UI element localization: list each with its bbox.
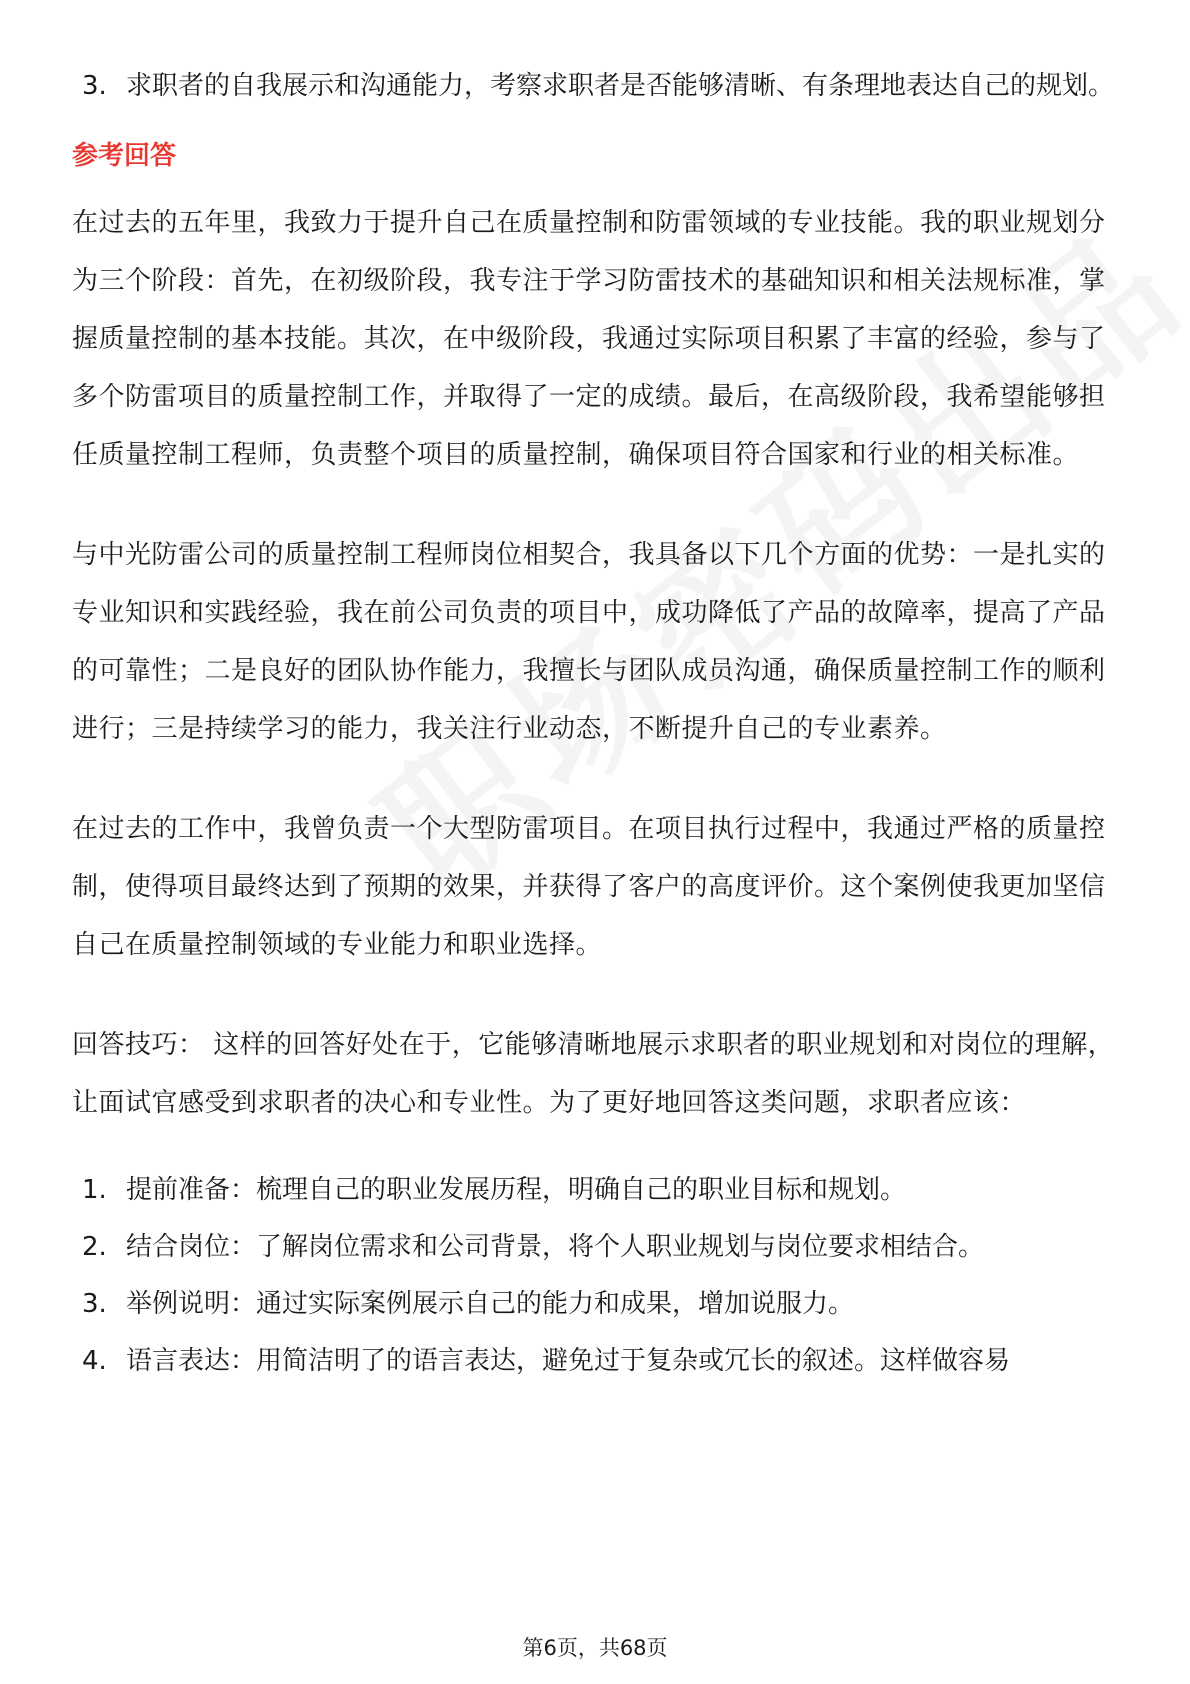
answer-paragraph-1: 在过去的五年里，我致力于提升自己在质量控制和防雷领域的专业技能。我的职业规划分为三个阶段：首先，在初级阶段，我专注于学习防雷技术的基础知识和相关法规标准，掌握质量控制的基本技能。其次，在中级阶段，我通过实际项目积累了丰富的经验，参与了多个防雷项目的质量控制工作，并取得了一定的成绩。最后，在高级阶段，我希望能够担任质量控制工程师，负责整个项目的质量控制，确保项目符合国家和行业的相关标准。 [72, 208, 1106, 470]
answer-tips-paragraph: 回答技巧： 这样的回答好处在于，它能够清晰地展示求职者的职业规划和对岗位的理解，让面试官感受到求职者的决心和专业性。为了更好地回答这类问题，求职者应该： [72, 1030, 1115, 1118]
section-heading: 参考回答 [72, 141, 177, 171]
list-item [72, 1162, 1122, 1219]
list-text: 提前准备：梳理自己的职业发展历程，明确自己的职业目标和规划。 [126, 1175, 907, 1205]
list-number: 2. [82, 1232, 107, 1262]
list-item [72, 1276, 1122, 1333]
answer-paragraph-3: 在过去的工作中，我曾负责一个大型防雷项目。在项目执行过程中，我通过严格的质量控制，使得项目最终达到了预期的效果，并获得了客户的高度评价。这个案例使我更加坚信自己在质量控制领域的专业能力和职业选择。 [72, 814, 1106, 960]
list-text: 语言表达：用简洁明了的语言表达，避免过于复杂或冗长的叙述。这样做容易 [126, 1346, 1011, 1376]
list-item [72, 1219, 1122, 1276]
list-item [72, 58, 1122, 114]
list-number: 3. [82, 1289, 107, 1319]
list-item [72, 1333, 1122, 1390]
list-number: 4. [82, 1346, 107, 1376]
list-text: 求职者的自我展示和沟通能力，考察求职者是否能够清晰、有条理地表达自己的规划。 [126, 71, 1115, 101]
tips-list [72, 1162, 1122, 1390]
list-number: 1. [82, 1175, 107, 1205]
list-text: 举例说明：通过实际案例展示自己的能力和成果，增加说服力。 [126, 1289, 855, 1319]
question-focus-list [72, 58, 1122, 114]
list-text: 结合岗位：了解岗位需求和公司背景，将个人职业规划与岗位要求相结合。 [126, 1232, 985, 1262]
list-number: 3. [82, 71, 107, 101]
page-content [72, 58, 1122, 1390]
answer-paragraph-2: 与中光防雷公司的质量控制工程师岗位相契合，我具备以下几个方面的优势：一是扎实的专业知识和实践经验，我在前公司负责的项目中，成功降低了产品的故障率，提高了产品的可靠性；二是良好的团队协作能力，我擅长与团队成员沟通，确保质量控制工作的顺利进行；三是持续学习的能力，我关注行业动态，不断提升自己的专业素养。 [72, 540, 1106, 744]
page-footer: 第6页，共68页 [522, 1636, 668, 1660]
